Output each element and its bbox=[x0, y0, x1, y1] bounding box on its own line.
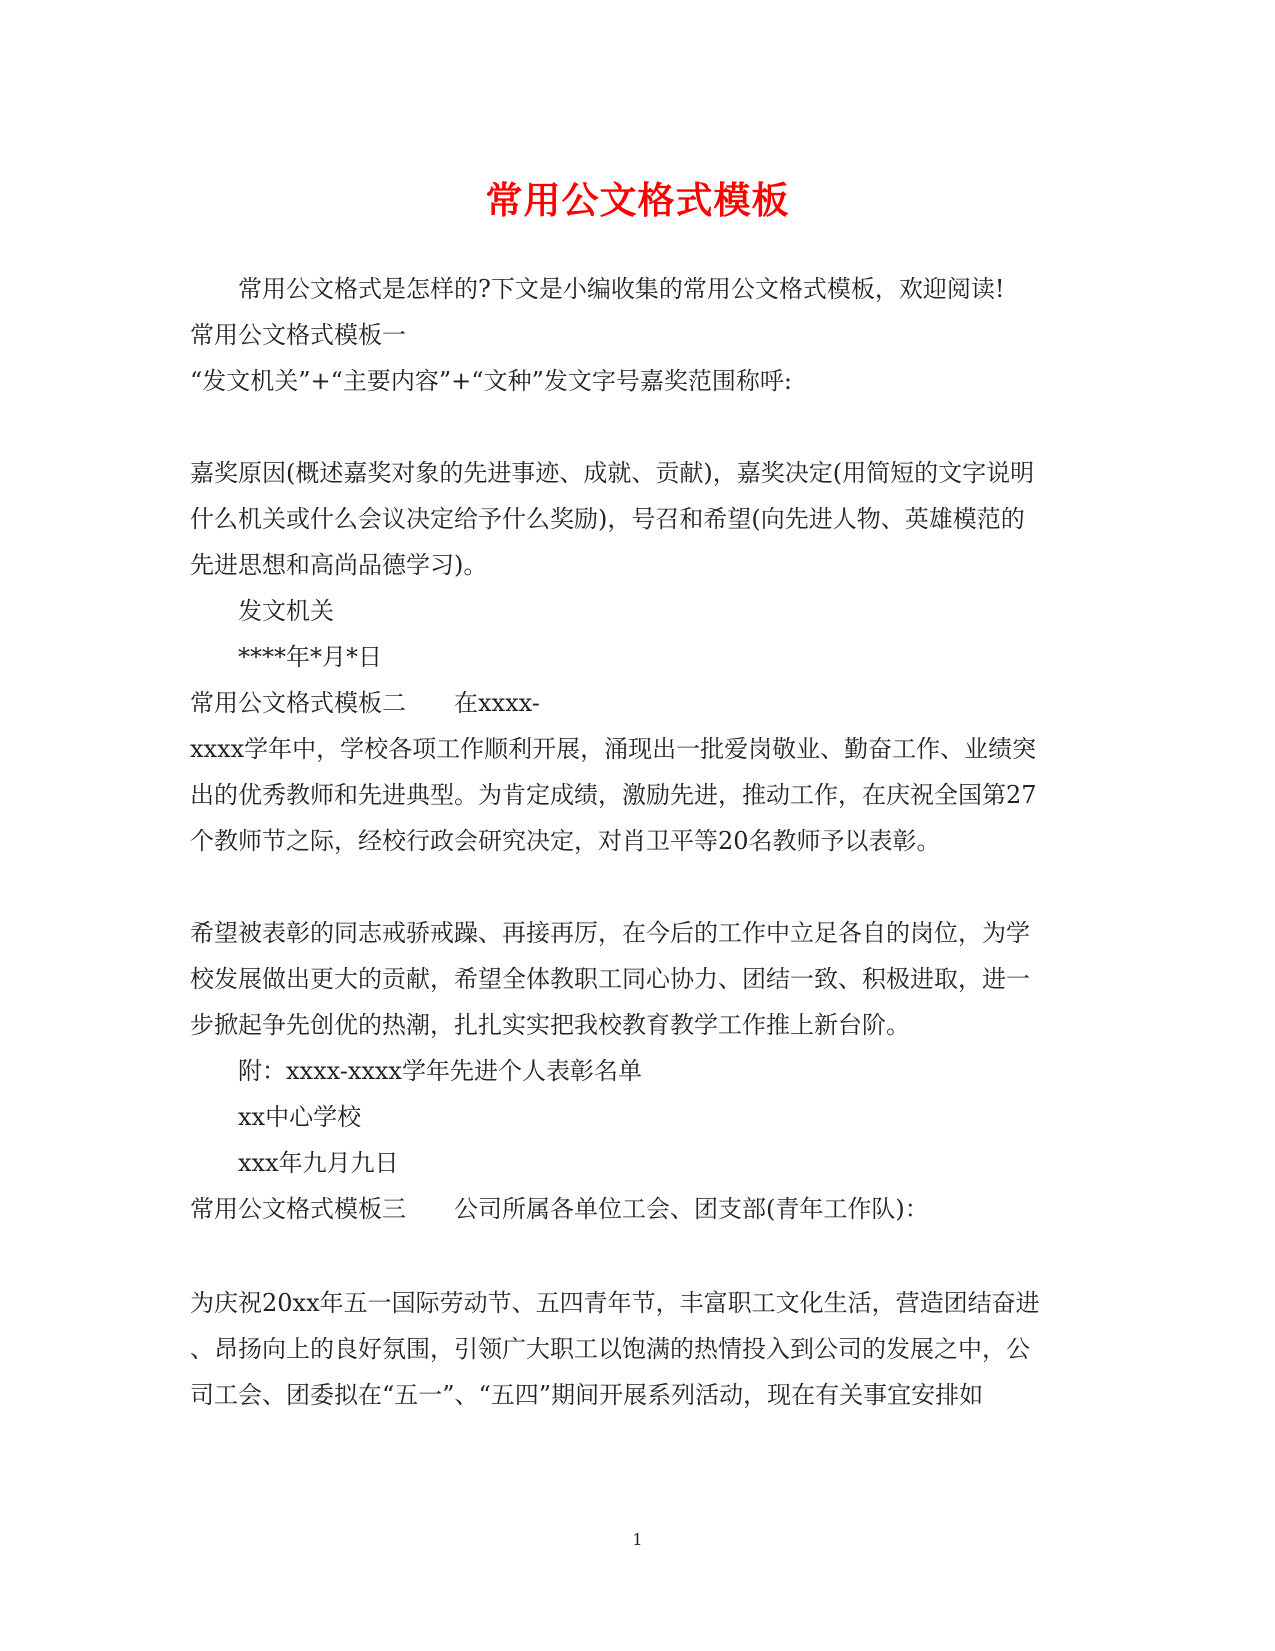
template1-format-line: “发文机关”+“主要内容”+“文种”发文字号嘉奖范围称呼: bbox=[190, 367, 792, 395]
template2-attachment: 附：xxxx-xxxx学年先进个人表彰名单 bbox=[238, 1057, 642, 1085]
template3-heading: 常用公文格式模板三 bbox=[190, 1195, 406, 1223]
template2-body-line-3: 个教师节之际，经校行政会研究决定，对肖卫平等20名教师予以表彰。 bbox=[190, 827, 941, 855]
template2-body2-line-1: 希望被表彰的同志戒骄戒躁、再接再厉，在今后的工作中立足各自的岗位，为学 bbox=[190, 919, 1030, 947]
template2-heading: 常用公文格式模板二 bbox=[190, 689, 406, 717]
template3-body-line-2: 、昂扬向上的良好氛围，引领广大职工以饱满的热情投入到公司的发展之中，公 bbox=[190, 1335, 1030, 1363]
template1-body-line-2: 什么机关或什么会议决定给予什么奖励)，号召和希望(向先进人物、英雄模范的 bbox=[190, 505, 1025, 533]
intro-paragraph: 常用公文格式是怎样的?下文是小编收集的常用公文格式模板，欢迎阅读! bbox=[238, 275, 1005, 303]
template1-body-line-3: 先进思想和高尚品德学习)。 bbox=[190, 551, 488, 579]
template1-date: ****年*月*日 bbox=[238, 643, 382, 671]
template1-heading: 常用公文格式模板一 bbox=[190, 321, 406, 349]
template2-body-line-1: xxxx学年中，学校各项工作顺利开展，涌现出一批爱岗敬业、勤奋工作、业绩突 bbox=[190, 735, 1037, 763]
template2-issuer: xx中心学校 bbox=[238, 1103, 362, 1131]
template3-body-line-3: 司工会、团委拟在“五一”、“五四”期间开展系列活动，现在有关事宜安排如 bbox=[190, 1381, 984, 1409]
page-number: 1 bbox=[632, 1530, 643, 1549]
template2-body2-line-2: 校发展做出更大的贡献，希望全体教职工同心协力、团结一致、积极进取，进一 bbox=[190, 965, 1030, 993]
template3-heading-tail: 公司所属各单位工会、团支部(青年工作队)： bbox=[454, 1195, 929, 1223]
document-title: 常用公文格式模板 bbox=[485, 178, 790, 222]
template3-heading-line bbox=[190, 1192, 1085, 1226]
template1-body-line-1: 嘉奖原因(概述嘉奖对象的先进事迹、成就、贡献)，嘉奖决定(用简短的文字说明 bbox=[190, 459, 1035, 487]
template1-issuer: 发文机关 bbox=[238, 597, 334, 625]
template2-heading-tail: 在xxxx- bbox=[454, 689, 540, 717]
template2-date: xxx年九月九日 bbox=[238, 1149, 399, 1177]
template3-body-line-1: 为庆祝20xx年五一国际劳动节、五四青年节，丰富职工文化生活，营造团结奋进 bbox=[190, 1289, 1040, 1317]
template2-body2-line-3: 步掀起争先创优的热潮，扎扎实实把我校教育教学工作推上新台阶。 bbox=[190, 1011, 910, 1039]
template2-body-line-2: 出的优秀教师和先进典型。为肯定成绩，激励先进，推动工作，在庆祝全国第27 bbox=[190, 781, 1037, 809]
template2-heading-line bbox=[190, 686, 1085, 720]
